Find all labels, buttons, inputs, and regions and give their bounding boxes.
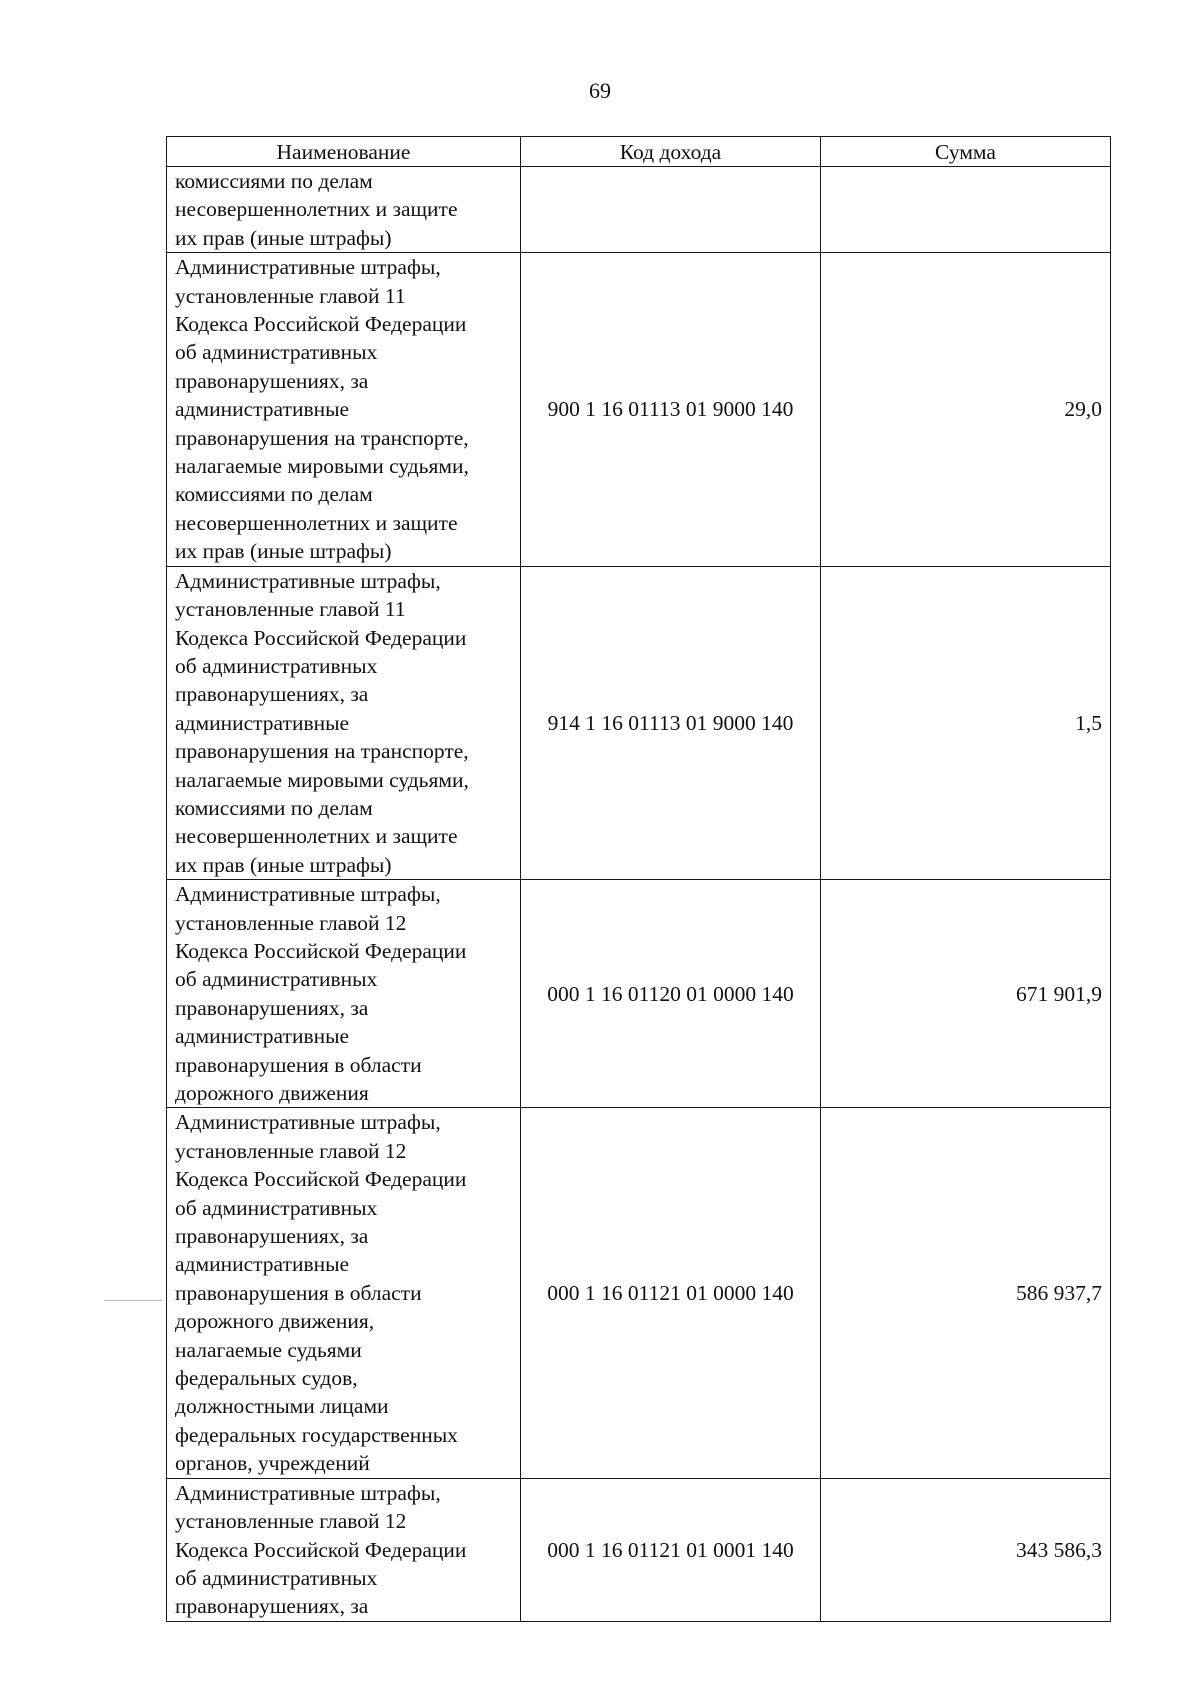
header-sum: Сумма	[821, 137, 1111, 167]
scan-artifact-line	[104, 1300, 162, 1301]
row-sum: 586 937,7	[821, 1108, 1111, 1478]
revenue-table	[166, 136, 1111, 1622]
row-name: Административные штрафы, установленные главой 12 Кодекса Российской Федерации об административных правонарушениях, за административные правонарушения в области дорожного движения	[167, 880, 521, 1108]
row-name: Административные штрафы, установленные главой 12 Кодекса Российской Федерации об административных правонарушениях, за административные правонарушения в области дорожного движения, налагаемые судьями федеральных судов, должностными лицами федеральных государственных органов, учреждений	[167, 1108, 521, 1478]
table-row	[167, 566, 1111, 879]
table-row	[167, 167, 1111, 253]
table-row	[167, 1478, 1111, 1621]
row-code: 000 1 16 01120 01 0000 140	[521, 880, 821, 1108]
row-name: Административные штрафы, установленные главой 12 Кодекса Российской Федерации об административных правонарушениях, за	[167, 1478, 521, 1621]
row-code: 900 1 16 01113 01 9000 140	[521, 253, 821, 566]
row-name: комиссиями по делам несовершеннолетних и защите их прав (иные штрафы)	[167, 167, 521, 253]
header-name: Наименование	[167, 137, 521, 167]
row-sum: 343 586,3	[821, 1478, 1111, 1621]
table-header-row	[167, 137, 1111, 167]
row-sum: 671 901,9	[821, 880, 1111, 1108]
row-sum: 29,0	[821, 253, 1111, 566]
table-row	[167, 1108, 1111, 1478]
row-name: Административные штрафы, установленные главой 11 Кодекса Российской Федерации об административных правонарушениях, за административные правонарушения на транспорте, налагаемые мировыми судьями, комиссиями по делам несовершеннолетних и защите их прав (иные штрафы)	[167, 566, 521, 879]
header-code: Код дохода	[521, 137, 821, 167]
row-code: 914 1 16 01113 01 9000 140	[521, 566, 821, 879]
row-code	[521, 167, 821, 253]
page-number: 69	[589, 78, 611, 103]
table-row	[167, 880, 1111, 1108]
row-name: Административные штрафы, установленные главой 11 Кодекса Российской Федерации об административных правонарушениях, за административные правонарушения на транспорте, налагаемые мировыми судьями, комиссиями по делам несовершеннолетних и защите их прав (иные штрафы)	[167, 253, 521, 566]
row-sum: 1,5	[821, 566, 1111, 879]
row-code: 000 1 16 01121 01 0001 140	[521, 1478, 821, 1621]
table-row	[167, 253, 1111, 566]
row-code: 000 1 16 01121 01 0000 140	[521, 1108, 821, 1478]
row-sum	[821, 167, 1111, 253]
